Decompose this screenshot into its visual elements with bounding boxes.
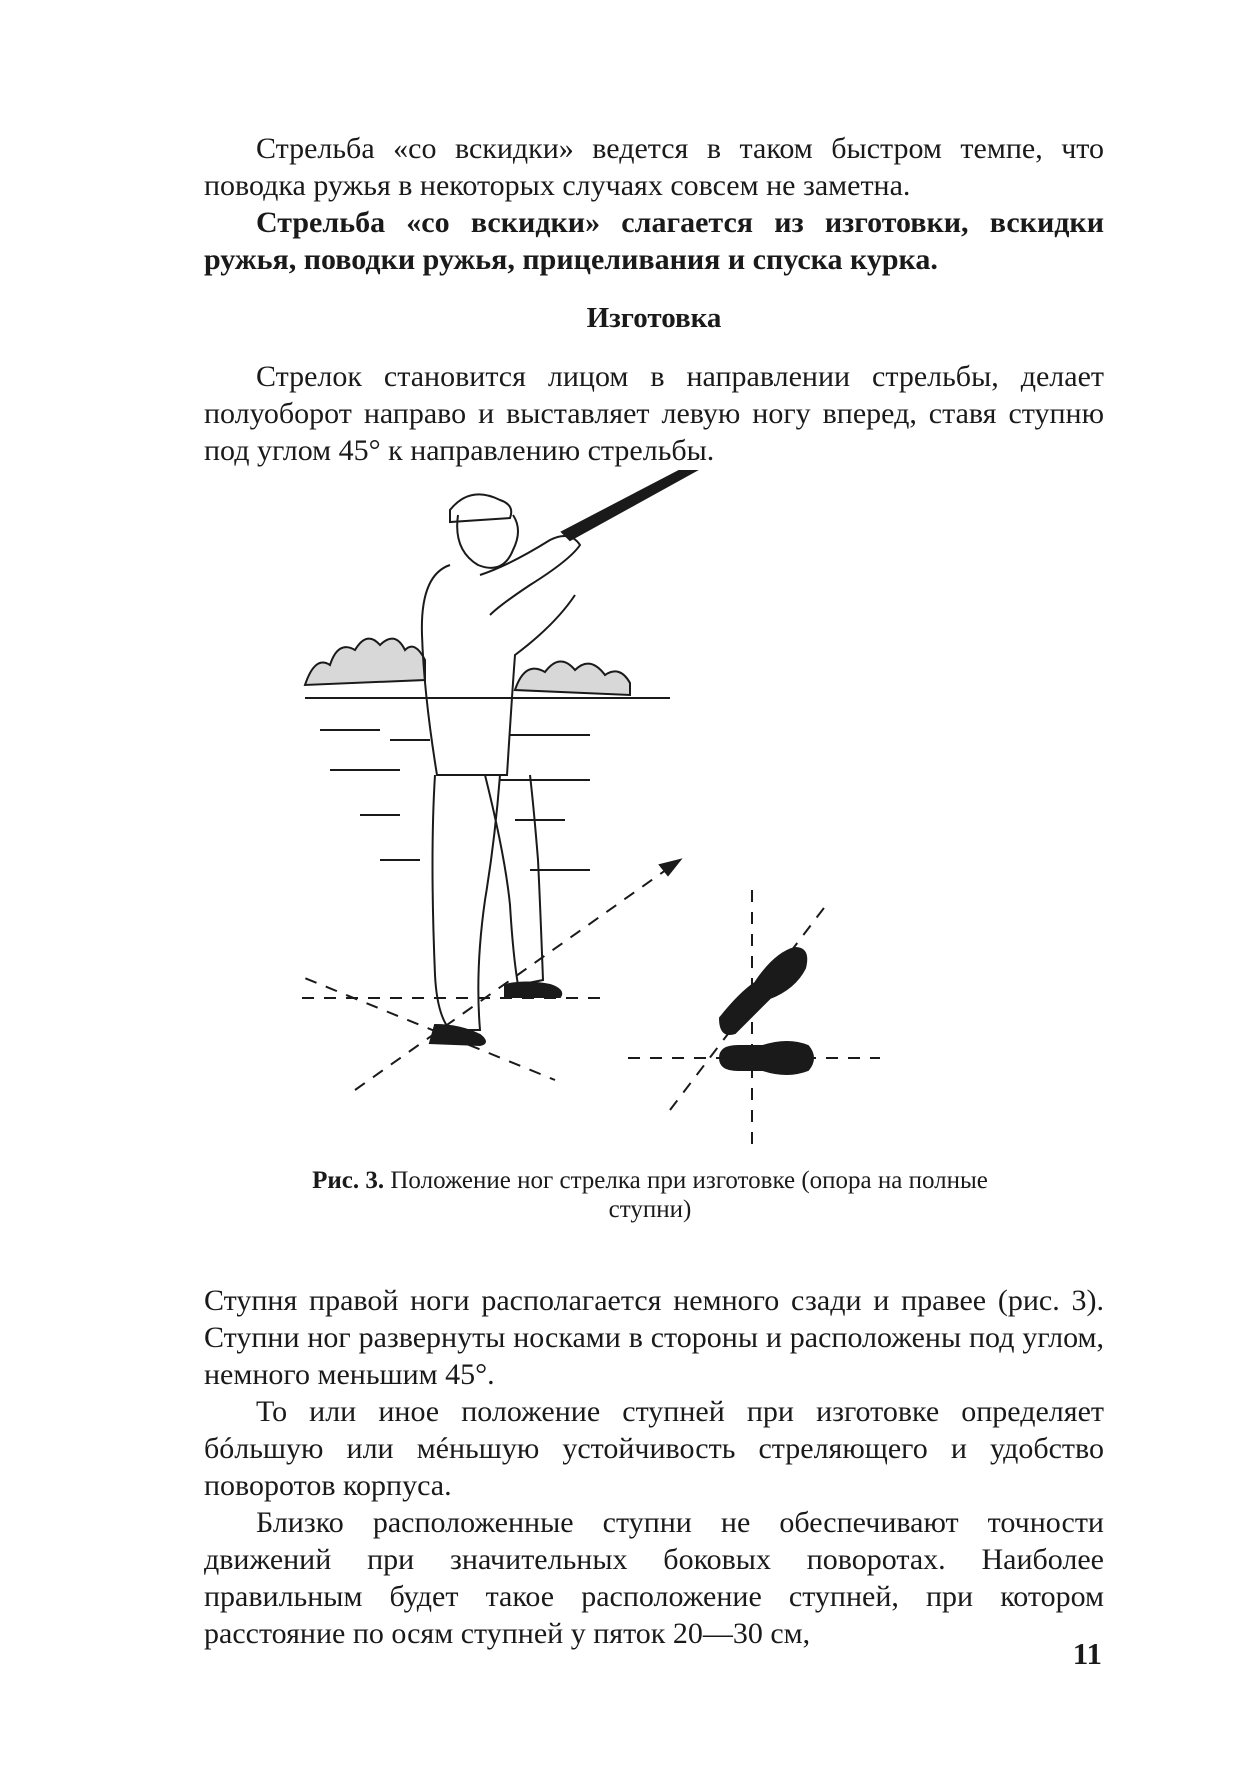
- head: [457, 515, 518, 568]
- tree-line-left: [305, 639, 425, 685]
- page-number: 11: [1072, 1636, 1102, 1671]
- shooter-figure: [422, 470, 704, 1045]
- figure-label: Рис. 3.: [312, 1167, 385, 1194]
- paragraph-tempo: Стрельба «со вскидки» ведется в таком быстром темпе, что поводка ружья в некоторых случаях совсем не заметна.: [204, 132, 1104, 202]
- paragraph-distance: Близко расположенные ступни не обеспечивают точности движений при значительных боковых поворотах. Наиболее правильным будет такое расположение ступней, при котором расстояние по осям ступней у пяток 20—30 см,: [204, 1506, 1104, 1650]
- left-shoe: [505, 983, 561, 998]
- cap: [450, 494, 511, 522]
- section-heading: Изготовка: [586, 302, 722, 334]
- paragraph-components: Стрельба «со вскидки» слагается из изготовки, вскидки ружья, поводки ружья, прицеливания и спуска курка.: [204, 206, 1104, 276]
- figure-shooter-stance: [300, 470, 1000, 1160]
- paragraph-right-foot: Ступня правой ноги располагается немного сзади и правее (рис. 3). Ступни ног развернуты носками в стороны и расположены под углом, немного меньшим 45°.: [204, 1284, 1104, 1391]
- arms: [480, 536, 580, 615]
- intro-text: [204, 130, 1104, 278]
- paragraph-stability: То или иное положение ступней при изготовке определяет бóльшую или мéньшую устойчивость стреляющего и удобство поворотов корпуса.: [204, 1395, 1104, 1502]
- ground-marks: [320, 730, 590, 870]
- right-shoe: [430, 1025, 485, 1045]
- foot-print-angled: [720, 948, 806, 1034]
- paragraph-stance: Стрелок становится лицом в направлении стрельбы, делает полуоборот направо и выставляет левую ногу вперед, ставя ступню под углом 45° к направлению стрельбы.: [204, 360, 1104, 467]
- figure-caption: [300, 1166, 1000, 1224]
- continued-text: [204, 1282, 1104, 1652]
- foot-print-straight: [720, 1042, 813, 1074]
- figure-caption-text: Положение ног стрелка при изготовке (опора на полные ступни): [390, 1167, 988, 1223]
- gun: [562, 470, 704, 540]
- foot-diagram: [628, 890, 880, 1150]
- stance-guide-lines: [300, 860, 680, 1090]
- section-text: [204, 358, 1104, 469]
- tree-line-right: [515, 661, 630, 695]
